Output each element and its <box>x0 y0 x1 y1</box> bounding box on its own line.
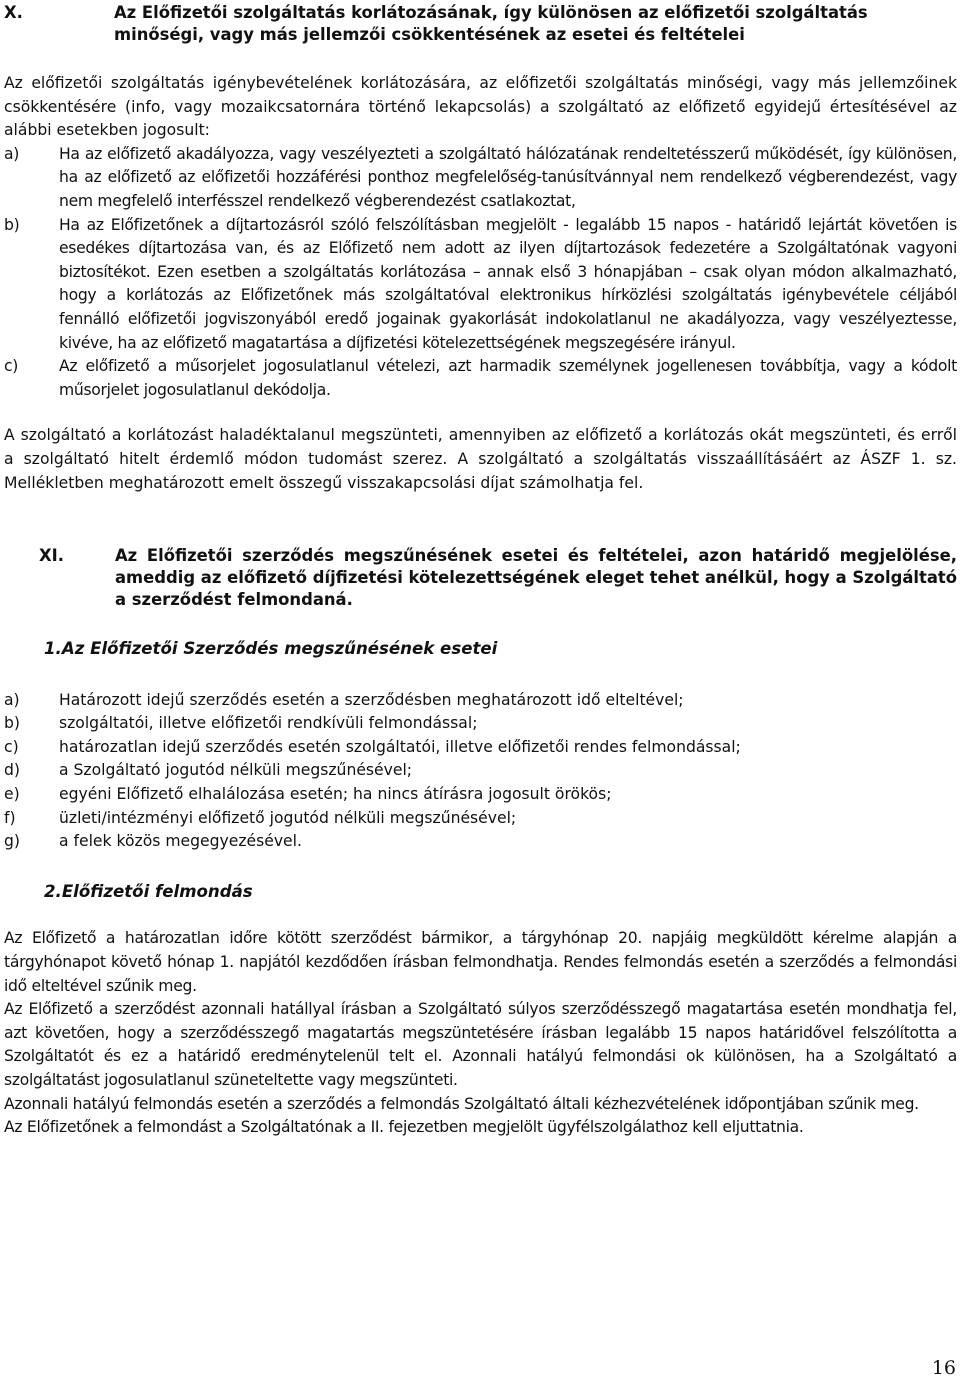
list-item <box>4 759 957 783</box>
subsection-2-body <box>4 927 957 1139</box>
list-item-label: a) <box>4 144 20 163</box>
list-item-text: Határozott idejű szerződés esetén a szerződésben meghatározott idő elteltével; <box>59 690 684 709</box>
list-item-label: b) <box>4 215 20 234</box>
list-item-label: c) <box>4 737 19 756</box>
termination-cases <box>4 689 957 854</box>
section-x-number: X. <box>4 3 23 22</box>
list-item <box>4 712 957 736</box>
restriction-intro: Az előfizetői szolgáltatás igénybevételének korlátozására, az előfizetői szolgáltatás minőségi, vagy más jellemzőinek csökkentésére (info, vagy mozaikcsatornára történő lekapcsolás) a szolgáltató az előfizető egyidejű értesítésével az alábbi esetekben jogosult: <box>4 74 957 140</box>
list-item-label: c) <box>4 357 19 376</box>
list-item <box>4 689 957 713</box>
paragraph: Az Előfizető a határozatlan időre kötött szerződést bármikor, a tárgyhónap 20. napjáig megküldött kérelme alapján a tárgyhónapot követő hónap 1. napjától kezdődően írásban felmondhatja. Rendes felmondás esetén a szerződés a felmondási idő elteltével szűnik meg. <box>4 929 957 995</box>
list-item-text: üzleti/intézményi előfizető jogutód nélküli megszűnésével; <box>59 808 517 827</box>
page-number: 16 <box>931 1357 956 1380</box>
document-page <box>4 0 957 1140</box>
list-item-text: Ha az Előfizetőnek a díjtartozásról szóló felszólításban megjelölt - legalább 15 napos - határidő lejártát követően is esedékes díjtartozása van, és az Előfizető nem adott az ilyen díjtartozások fedezetére a Szolgáltatónak vagyoni biztosítékot. Ezen esetben a szolgáltatás korlátozása – annak első 3 hónapjában – csak olyan módon alkalmazható, hogy a korlátozás az Előfizetőnek más szolgáltatóval elektronikus hírközlési szolgáltatás igénybevétele céljából fennálló előfizetői jogviszonyából eredő jogainak gyakorlását indokolatlanul ne akadályozza, vagy veszélyeztesse, kivéve, ha az előfizető magatartása a díjfizetési kötelezettségének megszegésére irányul. <box>59 215 957 352</box>
section-x-title: Az Előfizetői szolgáltatás korlátozásának, így különösen az előfizetői szolgáltatás minőségi, vagy más jellemzői csökkentésének az esetei és feltételei <box>114 3 868 44</box>
section-xi-number: XI. <box>39 546 64 566</box>
list-item <box>4 355 957 402</box>
list-item-label: a) <box>4 690 20 709</box>
list-item-text: egyéni Előfizető elhalálozása esetén; ha nincs átírásra jogosult örökös; <box>59 785 612 804</box>
list-item <box>4 807 957 831</box>
section-xi-heading <box>4 545 957 611</box>
subsection-1-title: 1.Az Előfizetői Szerződés megszűnésének esetei <box>44 639 498 659</box>
list-item <box>4 783 957 807</box>
restore-paragraph: A szolgáltató a korlátozást haladéktalanul megszünteti, amennyiben az előfizető a korlátozás okát megszünteti, és erről a szolgáltató hitelt érdemlő módon tudomást szerez. A szolgáltató a szolgáltatás visszaállításáért az ÁSZF 1. sz. Mellékletben meghatározott emelt összegű visszakapcsolási díjat számolhatja fel. <box>4 426 957 492</box>
list-item-label: e) <box>4 785 20 804</box>
list-item-text: Ha az előfizető akadályozza, vagy veszélyezteti a szolgáltató hálózatának rendeltetésszerű működését, így különösen, ha az előfizető az előfizetői hozzáférési ponthoz megfelelőség-tanúsítvánnyal nem rendelkező végberendezést, vagy nem megfelelő interfésszel rendelkező végberendezést csatlakoztat, <box>59 144 957 210</box>
list-item-text: a Szolgáltató jogutód nélküli megszűnésével; <box>59 761 413 780</box>
restriction-cases <box>4 143 957 403</box>
section-x-heading <box>4 2 957 46</box>
section-xi-title: Az Előfizetői szerződés megszűnésének esetei és feltételei, azon határidő megjelölése, ameddig az előfizető díjfizetési kötelezettségének eleget tehet anélkül, hogy a Szolgáltató a szerződést felmondaná. <box>115 546 957 610</box>
list-item-label: d) <box>4 761 20 780</box>
list-item <box>4 736 957 760</box>
list-item-label: b) <box>4 714 20 733</box>
paragraph: Az Előfizető a szerződést azonnali hatállyal írásban a Szolgáltató súlyos szerződésszegő magatartása esetén mondhatja fel, azt követően, hogy a szerződésszegő magatartás megszüntetésére írásban legalább 15 napos határidővel felszólította a Szolgáltatót és ez a határidő eredménytelenül telt el. Azonnali hatályú felmondási ok különösen, ha a Szolgáltató a szolgáltatást jogosulatlanul szüneteltette vagy megszünteti. <box>4 1000 957 1089</box>
paragraph: Az Előfizetőnek a felmondást a Szolgáltatónak a II. fejezetben megjelölt ügyfélszolgálathoz kell eljuttatnia. <box>4 1118 804 1137</box>
list-item-text: Az előfizető a műsorjelet jogosulatlanul vételezi, azt harmadik személynek jogellenesen továbbítja, vagy a kódolt műsorjelet jogosulatlanul dekódolja. <box>59 357 957 399</box>
list-item-text: határozatlan idejű szerződés esetén szolgáltatói, illetve előfizetői rendes felmondással; <box>59 737 741 756</box>
list-item-text: a felek közös megegyezésével. <box>59 832 302 851</box>
list-item <box>4 830 957 854</box>
paragraph: Azonnali hatályú felmondás esetén a szerződés a felmondás Szolgáltató általi kézhezvételének időpontjában szűnik meg. <box>4 1094 919 1113</box>
list-item <box>4 214 957 356</box>
list-item <box>4 143 957 214</box>
list-item-text: szolgáltatói, illetve előfizetői rendkívüli felmondással; <box>59 714 478 733</box>
subsection-2-title: 2.Előfizetői felmondás <box>44 881 253 901</box>
list-item-label: g) <box>4 832 20 851</box>
list-item-label: f) <box>4 808 16 827</box>
